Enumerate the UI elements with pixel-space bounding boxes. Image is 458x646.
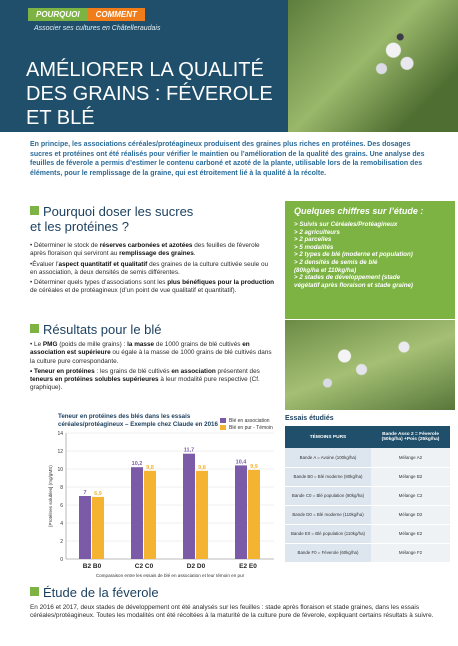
section-title-feverole: Étude de la féverole — [30, 585, 159, 600]
table-cell: Mélange F2 — [371, 543, 450, 562]
table-cell: Bande B0 = Blé moderne (80kg/ha) — [285, 467, 371, 486]
green-square-icon — [30, 324, 39, 333]
faba-bean-flower-photo — [288, 0, 458, 132]
feverole-paragraph: En 2016 et 2017, deux stades de développement ont été analysés sur les feuilles : stade après floraison et stade graines, dans les essais céréales/protéagineux. Toutes les modalités ont été récoltées à la maturité de la culture pure de féverole, expliquant certains résultats à suivre. — [30, 604, 434, 620]
tag-pourquoi: POURQUOI — [28, 8, 88, 21]
y-axis-label: [Protéines solubles] (mg/gMS) — [48, 465, 53, 527]
table-cell: Bande D0 = Blé moderne (110kg/ha) — [285, 505, 371, 524]
col-header-asso: Bande Asso 2 = Féverole (50kg/ha) +Pois (25kg/ha) — [371, 426, 450, 448]
chart-title: Teneur en protéines des blés dans les essais céréales/protéagineux – Exemple chez Claude en 2016 — [58, 413, 218, 428]
protein-chart — [30, 413, 280, 583]
section-title-resultats: Résultats pour le blé — [30, 322, 162, 337]
table-row — [285, 524, 450, 543]
chart-bar — [235, 465, 247, 559]
table-row — [285, 486, 450, 505]
x-tick-label: D2 D0 — [186, 563, 206, 570]
table-cell: Mélange A2 — [371, 448, 450, 467]
bullet-proteines: • Teneur en protéines : les grains de blé cultivés en association présentent des teneurs en protéines solubles supérieures à leur modalité pure respective (Cf. graphique). — [30, 367, 260, 392]
chiffres-item: > 2 agriculteurs — [294, 228, 340, 236]
chiffres-item: (80kg/ha et 110kg/ha) — [294, 266, 357, 274]
page-header — [0, 0, 458, 132]
data-label: 10,4 — [235, 459, 247, 466]
chart-bar — [79, 496, 91, 559]
y-tick-label: 0 — [60, 557, 63, 563]
y-tick-label: 12 — [57, 449, 63, 455]
chiffres-item: > 2 stades de développement (stade — [294, 274, 401, 282]
table-cell: Bande E0 = Blé population (110kg/ha) — [285, 524, 371, 543]
data-label: 10,2 — [131, 461, 143, 468]
faba-bean-field-photo — [285, 320, 455, 410]
chart-bar — [92, 497, 104, 559]
tag-comment: COMMENT — [88, 8, 145, 21]
chart-bar — [144, 471, 156, 559]
chiffres-box — [285, 201, 455, 319]
legend-item: Blé en pur - Témoin — [220, 425, 273, 432]
table-cell: Bande F0 = Féverole (60kg/ha) — [285, 543, 371, 562]
table-cell: Bande A = Avoine (100kg/ha) — [285, 448, 371, 467]
intro-paragraph: En principe, les associations céréales/protéagineux produisent des graines plus riches en protéines. Des dosages sucres et protéines ont été réalisés pour vérifier le maintien ou l’amélioration de la qualité des grains. Une analyse des feuilles de féverole a permis d’estimer le contenu carboné et azoté de la plante, utilisable lors de la remobilisation des éléments, pour le remplissage de la graine, qui est étroitement lié à la qualité à la récolte. — [30, 141, 425, 177]
data-label: 9,9 — [250, 463, 258, 470]
section-title-pourquoi: Pourquoi doser les sucres et les protéines ? — [30, 204, 194, 234]
essais-title: Essais étudiés — [285, 415, 334, 422]
green-square-icon — [30, 206, 39, 215]
chiffres-item: végétatif après floraison et stade graine) — [294, 281, 413, 289]
y-tick-label: 2 — [60, 539, 63, 545]
x-tick-label: C2 C0 — [134, 563, 154, 570]
table-row — [285, 467, 450, 486]
x-tick-label: B2 B0 — [82, 563, 102, 570]
chiffres-title: Quelques chiffres sur l’étude : — [294, 206, 424, 216]
chart-bar — [131, 467, 143, 559]
bullet-aspect: •Évaluer l’aspect quantitatif et qualitatif des graines de la culture cultivée seule ou en association, à deux densités de semis différentes. — [30, 260, 269, 276]
chart-bar — [248, 470, 260, 559]
chiffres-item: > 5 modalités — [294, 243, 334, 251]
table-cell: Mélange B2 — [371, 467, 450, 486]
chiffres-item: > 2 densités de semis de blé — [294, 258, 378, 266]
table-header-row — [285, 426, 450, 448]
data-label: 6,9 — [94, 490, 102, 497]
header-subtitle: Associer ses cultures en Châtelleraudais — [34, 25, 161, 32]
table-cell: Mélange D2 — [371, 505, 450, 524]
x-axis-label: Comparaison entre les essais de blé en association et leur témoin en pur — [95, 573, 245, 578]
table-row — [285, 448, 450, 467]
data-label: 9,8 — [198, 464, 206, 471]
legend-item: Blé en association — [220, 418, 273, 425]
x-tick-label: E2 E0 — [239, 563, 257, 570]
chart-svg — [30, 413, 280, 583]
chiffres-item: > 2 types de blé (moderne et population) — [294, 251, 413, 259]
table-cell: Mélange C2 — [371, 486, 450, 505]
green-square-icon — [30, 587, 39, 596]
bullet-pmg: • Le PMG (poids de mille grains) : la masse de 1000 grains de blé cultivés en association est supérieure ou égale à la masse de 1000 grains de blé cultivés dans la culture pure correspondante. — [30, 341, 272, 365]
table-row — [285, 505, 450, 524]
bullet-associations: • Déterminer quels types d’associations sont les plus bénéfiques pour la production de céréales et de protéagineux (d’un point de vue qualitatif et quantitatif). — [30, 279, 275, 295]
essais-table — [285, 426, 450, 563]
tag-row — [28, 8, 145, 21]
chiffres-item: > 2 parcelles — [294, 236, 332, 244]
y-tick-label: 8 — [60, 485, 63, 491]
chiffres-item: > Suivis sur Céréales/Protéagineux — [294, 221, 398, 228]
table-cell: Mélange E2 — [371, 524, 450, 543]
section1-body — [30, 242, 275, 296]
chiffres-list — [294, 221, 446, 289]
col-header-temoins: TÉMOINS PURS — [285, 426, 371, 448]
page-title: AMÉLIORER LA QUALITÉ DES GRAINS : FÉVEROLE ET BLÉ — [26, 59, 273, 129]
bullet-reserves: • Déterminer le stock de réserves carbonées et azotées des feuilles de féverole après floraison qui serviront au remplissage des graines. — [30, 242, 260, 258]
y-tick-label: 14 — [57, 431, 63, 437]
table-cell: Bande C0 = Blé population (80kg/ha) — [285, 486, 371, 505]
y-tick-label: 4 — [60, 521, 63, 527]
data-label: 9,8 — [146, 464, 154, 471]
y-tick-label: 10 — [57, 467, 63, 473]
y-tick-label: 6 — [60, 503, 63, 509]
table-row — [285, 543, 450, 562]
data-label: 7 — [83, 490, 87, 496]
chart-bar — [183, 454, 195, 559]
essais-table-block — [285, 415, 450, 563]
section2-body — [30, 341, 278, 393]
data-label: 11,7 — [183, 447, 195, 454]
chart-bar — [196, 471, 208, 559]
